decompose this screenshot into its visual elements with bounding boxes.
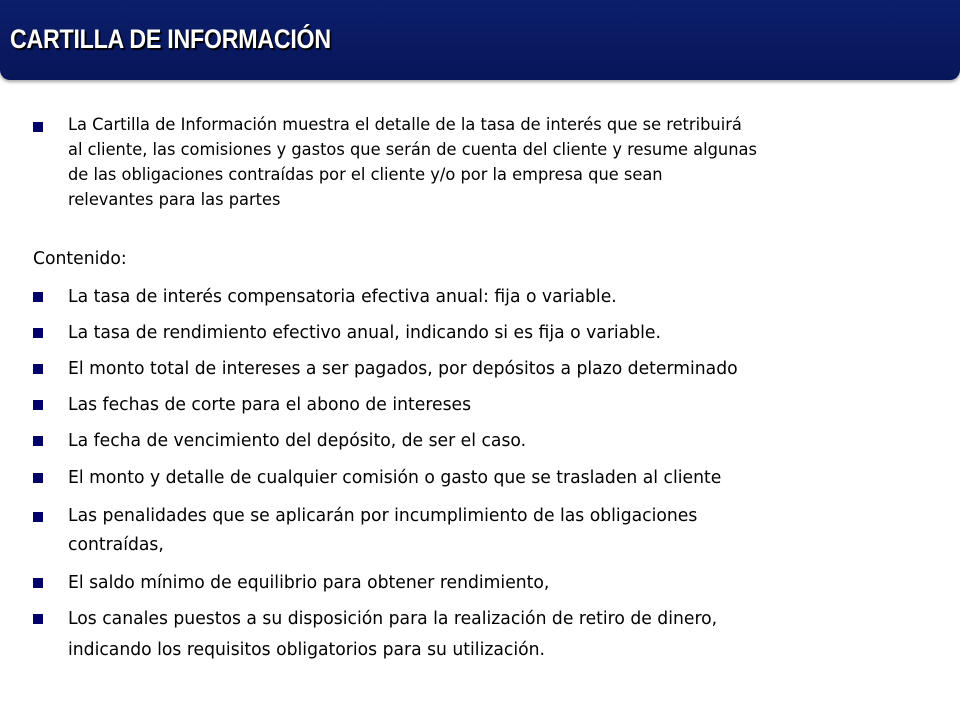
list-item: El monto total de intereses a ser pagados, por depósitos a plazo determinado — [68, 358, 738, 379]
list-item: Las penalidades que se aplicarán por incumplimiento de las obligaciones — [68, 505, 698, 526]
list-item: Los canales puestos a su disposición para la realización de retiro de dinero, — [68, 608, 718, 629]
intro-line: La Cartilla de Información muestra el detalle de la tasa de interés que se retribuirá — [68, 115, 742, 135]
list-item: La tasa de rendimiento efectivo anual, indicando si es fija o variable. — [68, 322, 661, 343]
square-bullet-icon — [33, 400, 43, 410]
square-bullet-icon — [33, 122, 43, 132]
square-bullet-icon — [33, 473, 43, 483]
square-bullet-icon — [33, 292, 43, 302]
square-bullet-icon — [33, 578, 43, 588]
contenido-label: Contenido: — [33, 248, 127, 269]
list-item: Las fechas de corte para el abono de intereses — [68, 394, 472, 415]
square-bullet-icon — [33, 512, 43, 522]
list-item: indicando los requisitos obligatorios para su utilización. — [68, 639, 546, 660]
square-bullet-icon — [33, 364, 43, 374]
square-bullet-icon — [33, 436, 43, 446]
square-bullet-icon — [33, 328, 43, 338]
intro-line: de las obligaciones contraídas por el cliente y/o por la empresa que sean — [68, 165, 663, 185]
list-item: El monto y detalle de cualquier comisión o gasto que se trasladen al cliente — [68, 467, 722, 488]
intro-line: relevantes para las partes — [68, 190, 281, 210]
list-item: La tasa de interés compensatoria efectiva anual: fija o variable. — [68, 286, 617, 307]
list-item: La fecha de vencimiento del depósito, de ser el caso. — [68, 430, 527, 451]
slide-header — [0, 0, 960, 80]
square-bullet-icon — [33, 614, 43, 624]
slide-title: CARTILLA DE INFORMACIÓN — [10, 24, 331, 54]
list-item: El saldo mínimo de equilibrio para obtener rendimiento, — [68, 572, 550, 593]
intro-line: al cliente, las comisiones y gastos que serán de cuenta del cliente y resume algunas — [68, 140, 757, 160]
list-item: contraídas, — [68, 534, 164, 555]
